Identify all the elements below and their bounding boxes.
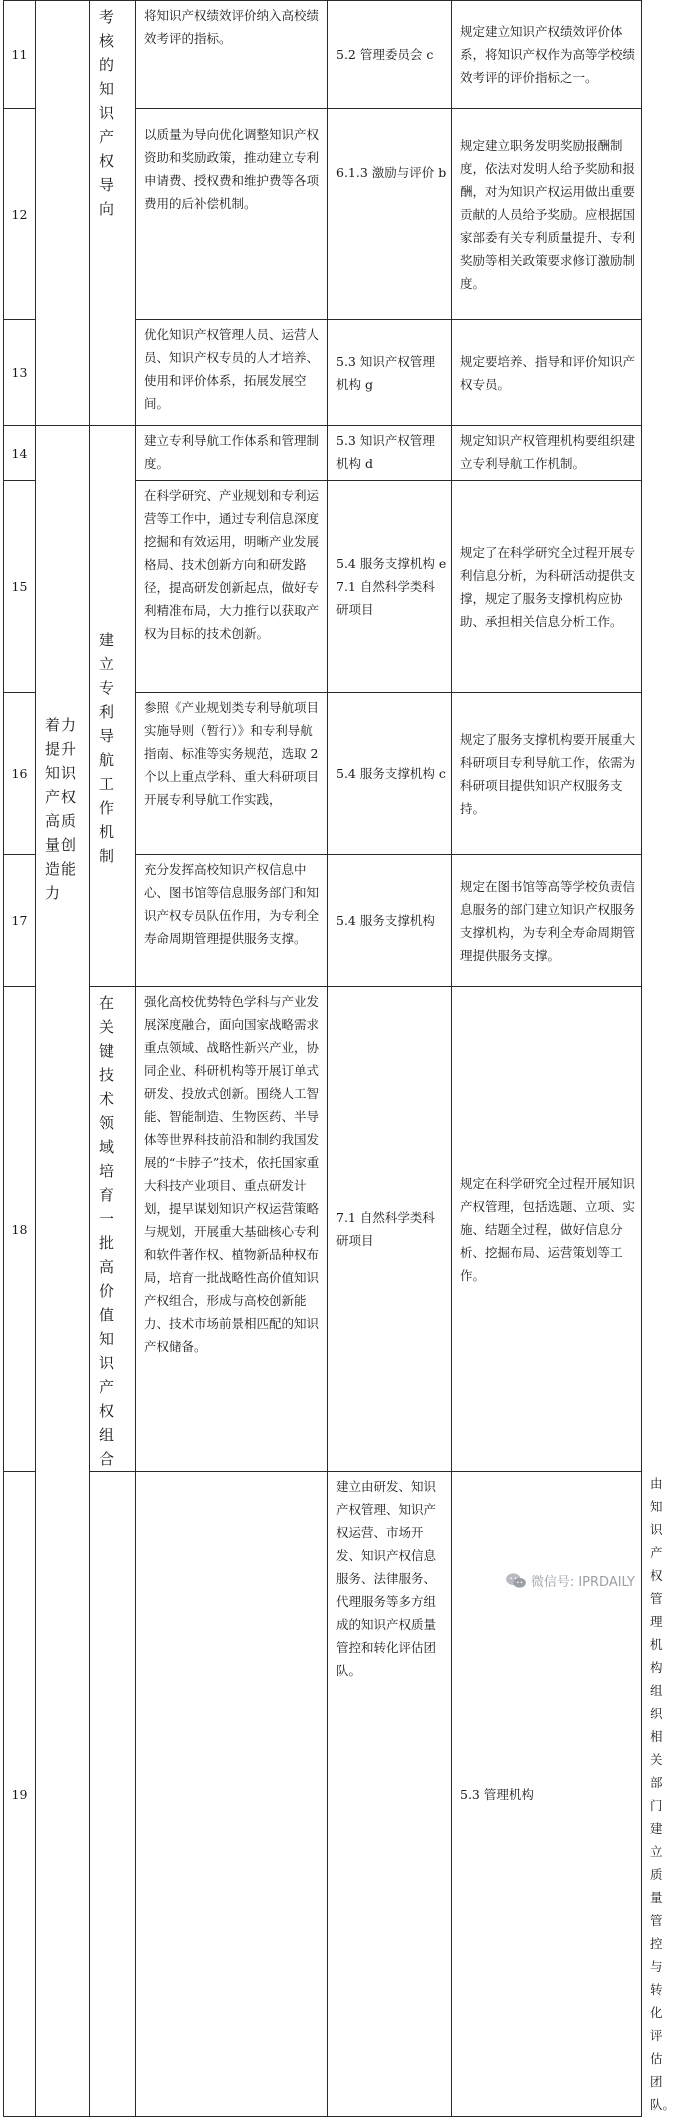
row-number: 16: [4, 693, 36, 855]
clause-ref: 5.4 服务支撑机构: [328, 855, 452, 987]
row-number: 18: [4, 987, 36, 1472]
watermark: [505, 1571, 635, 1590]
measure-text: 建立专利导航工作体系和管理制度。: [136, 426, 328, 481]
watermark-text: 微信号: IPRDAILY: [530, 1575, 635, 1590]
clause-ref: 5.3 知识产权管理机构 g: [328, 320, 452, 426]
clause-ref: 5.3 管理机构: [452, 1472, 642, 2117]
clause-description: 规定建立职务发明奖励报酬制度，依法对发明人给予奖励和报酬，对为知识产权运用做出重要贡献的人员给予奖励。应根据国家部委有关专利质量提升、专利奖励等相关政策要求修订激励制度。: [452, 109, 642, 320]
clause-ref: 6.1.3 激励与评价 b: [328, 109, 452, 320]
table-row: [4, 1, 642, 109]
clause-description: 规定在科学研究全过程开展知识产权管理，包括选题、立项、实施、结题全过程，做好信息分析、挖掘布局、运营策划等工作。: [452, 987, 642, 1472]
measure-text: 优化知识产权管理人员、运营人员、知识产权专员的人才培养、使用和评价体系，拓展发展空间。: [136, 320, 328, 426]
subcategory-cell: [136, 1472, 328, 2117]
measure-text: 以质量为导向优化调整知识产权资助和奖励政策，推动建立专利申请费、授权费和维护费等各项费用的后补偿机制。: [136, 109, 328, 320]
measure-text: 将知识产权绩效评价纳入高校绩效考评的指标。: [136, 1, 328, 109]
measure-text: 强化高校优势特色学科与产业发展深度融合，面向国家战略需求重点领域、战略性新兴产业，协同企业、科研机构等开展订单式研发、投放式创新。围绕人工智能、智能制造、生物医药、半导体等世界科技前沿和制约我国发展的“卡脖子”技术，依托国家重大科技产业项目、重点研发计划，提早谋划知识产权运营策略与规划，开展重大基础核心专利和软件著作权、植物新品种权布局，培育一批战略性高价值知识产权组合，形成与高校创新能力、技术市场前景相匹配的知识产权储备。: [136, 987, 328, 1472]
clause-description: 规定了服务支撑机构要开展重大科研项目专利导航工作，依需为科研项目提供知识产权服务支持。: [452, 693, 642, 855]
row-number: 14: [4, 426, 36, 481]
subcategory-cell: [90, 426, 136, 987]
category-cell: [36, 1, 90, 426]
row-number: 13: [4, 320, 36, 426]
row-number: 17: [4, 855, 36, 987]
clause-description: 规定建立知识产权绩效评价体系，将知识产权作为高等学校绩效考评的评价指标之一。: [452, 1, 642, 109]
subcategory-cell: [90, 987, 136, 1472]
category-cell: [36, 426, 90, 2117]
clause-ref: 5.4 服务支撑机构 c: [328, 693, 452, 855]
category-cell: [90, 1472, 136, 2117]
standards-comparison-table: [3, 0, 675, 2117]
clause-ref: 5.3 知识产权管理机构 d: [328, 426, 452, 481]
clause-description: 规定要培养、指导和评价知识产权专员。: [452, 320, 642, 426]
subcategory-label: 建立专利导航工作机制: [99, 631, 116, 865]
row-number: 12: [4, 109, 36, 320]
row-number: 19: [4, 1472, 36, 2117]
category-label: 着力提升知识产权高质量创造能力: [45, 716, 78, 902]
subcategory-label: 考核的知识产权导向: [99, 8, 116, 218]
clause-description: 规定知识产权管理机构要组织建立专利导航工作机制。: [452, 426, 642, 481]
measure-text: 在科学研究、产业规划和专利运营等工作中，通过专利信息深度挖掘和有效运用，明晰产业发展格局、技术创新方向和研发路径，提高研发创新起点，做好专利精准布局，大力推行以获取产权为目标的技术创新。: [136, 481, 328, 693]
table-row: 19 建立由研发、知识产权管理、知识产权运营、市场开发、知识产权信息服务、法律服务、代理服务等多方组成的知识产权质量管控和转化评估团队。 5.3 管理机构 由知识产权管理机构组织相关部门建立质量管控与转化评估团队。: [4, 1472, 642, 2117]
clause-ref: 5.4 服务支撑机构 e 7.1 自然科学类科研项目: [328, 481, 452, 693]
table-row: [4, 987, 642, 1472]
clause-ref: 7.1 自然科学类科研项目: [328, 987, 452, 1472]
measure-text: 参照《产业规划类专利导航项目实施导则（暂行）》和专利导航指南、标准等实务规范，选取 2 个以上重点学科、重大科研项目开展专利导航工作实践，: [136, 693, 328, 855]
table-row: [4, 426, 642, 481]
row-number: 15: [4, 481, 36, 693]
measure-text: 建立由研发、知识产权管理、知识产权运营、市场开发、知识产权信息服务、法律服务、代理服务等多方组成的知识产权质量管控和转化评估团队。: [328, 1472, 452, 2117]
subcategory-label: 在关键技术领域培育一批高价值知识产权组合: [99, 994, 116, 1468]
measure-text: 充分发挥高校知识产权信息中心、图书馆等信息服务部门和知识产权专员队伍作用，为专利全寿命周期管理提供服务支撑。: [136, 855, 328, 987]
clause-description: 规定在图书馆等高等学校负责信息服务的部门建立知识产权服务支撑机构，为专利全寿命周期管理提供服务支撑。: [452, 855, 642, 987]
subcategory-cell: [90, 1, 136, 426]
wechat-icon: [505, 1572, 527, 1589]
clause-ref: 5.2 管理委员会 c: [328, 1, 452, 109]
row-number: 11: [4, 1, 36, 109]
clause-description: 规定了在科学研究全过程开展专利信息分析，为科研活动提供支撑，规定了服务支撑机构应协助、承担相关信息分析工作。: [452, 481, 642, 693]
